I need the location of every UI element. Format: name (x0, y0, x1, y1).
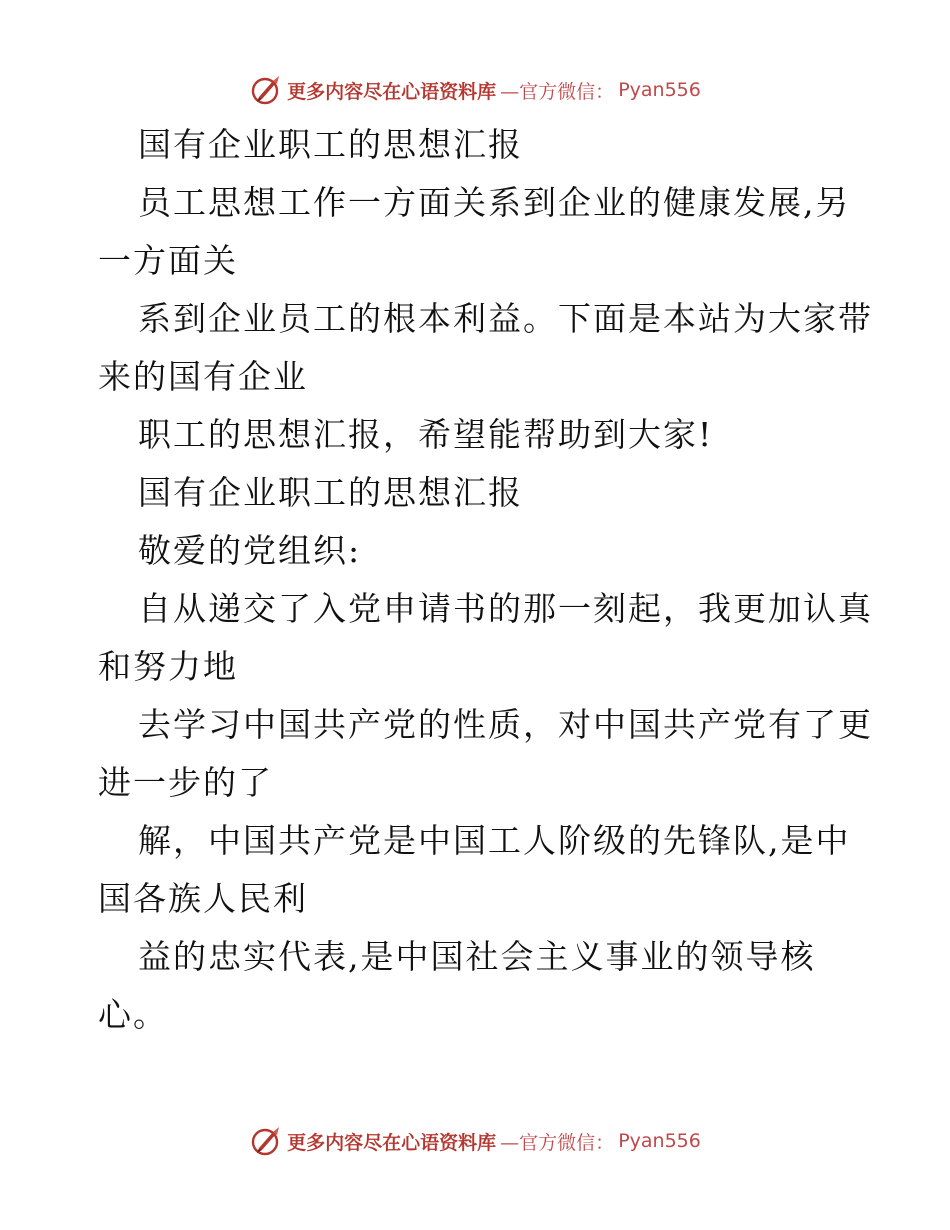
section-heading: 国有企业职工的思想汇报 (138, 473, 523, 512)
quill-pen-logo-icon (249, 1124, 283, 1158)
paragraph-line: 自从递交了入党申请书的那一刻起，我更加认真 (138, 589, 873, 628)
paragraph-line: 职工的思想汇报，希望能帮助到大家! (138, 415, 714, 454)
salutation-line: 敬爱的党组织: (138, 531, 362, 570)
paragraph-line: 解，中国共产党是中国工人阶级的先锋队,是中 (138, 821, 851, 860)
banner-brand-text: 更多内容尽在心语资料库 (287, 1131, 497, 1154)
paragraph-line: 去学习中国共产党的性质，对中国共产党有了更 (138, 705, 873, 744)
footer-banner (0, 1121, 950, 1161)
paragraph-line: 国各族人民利 (98, 879, 308, 918)
paragraph-line: 心。 (98, 995, 168, 1034)
banner-wechat-handle: Pyan556 (618, 79, 701, 101)
banner-wechat-label: —官方微信： (500, 80, 615, 103)
paragraph-line: 来的国有企业 (98, 357, 308, 396)
paragraph-line: 员工思想工作一方面关系到企业的健康发展,另 (138, 183, 851, 222)
paragraph-line: 一方面关 (98, 241, 238, 280)
banner-wechat-handle: Pyan556 (618, 1130, 701, 1152)
paragraph-line: 系到企业员工的根本利益。下面是本站为大家带 (138, 299, 873, 338)
banner-wechat-label: —官方微信： (500, 1131, 615, 1154)
quill-pen-logo-icon (249, 73, 283, 107)
header-banner (0, 70, 950, 110)
banner-brand-text: 更多内容尽在心语资料库 (287, 80, 497, 103)
document-body (98, 116, 873, 1044)
paragraph-line: 进一步的了 (98, 763, 273, 802)
document-title: 国有企业职工的思想汇报 (138, 125, 523, 164)
paragraph-line: 和努力地 (98, 647, 238, 686)
paragraph-line: 益的忠实代表,是中国社会主义事业的领导核 (138, 937, 816, 976)
